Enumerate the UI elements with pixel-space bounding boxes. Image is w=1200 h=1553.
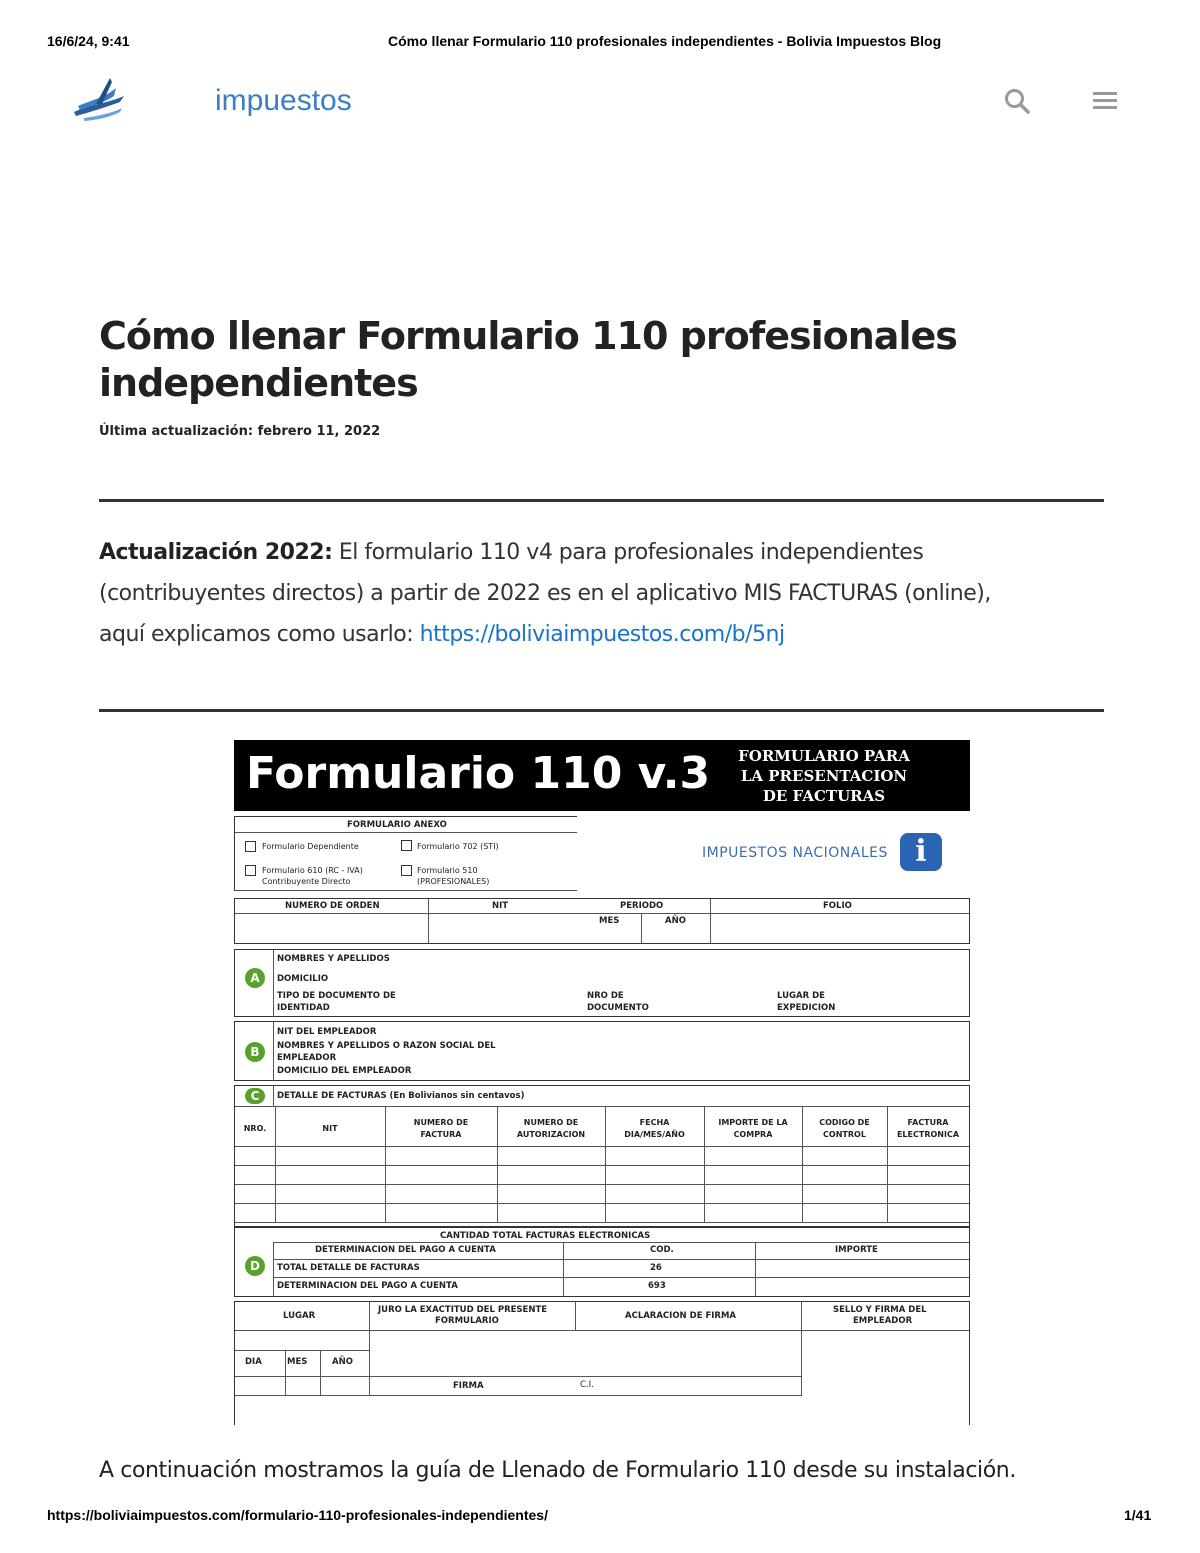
sec-d-div1 bbox=[563, 1242, 564, 1296]
facturas-col-divider bbox=[704, 1106, 705, 1222]
sig-div2 bbox=[801, 1302, 802, 1396]
juro-label: JURO LA EXACTITUD DEL PRESENTE bbox=[378, 1305, 548, 1315]
option-510-sub: (PROFESIONALES) bbox=[417, 877, 490, 886]
col-numero-orden: NUMERO DE ORDEN bbox=[285, 901, 380, 911]
facturas-col-header bbox=[235, 1106, 275, 1146]
pago-cuenta-label: DETERMINACION DEL PAGO A CUENTA bbox=[277, 1281, 458, 1291]
checkbox-510[interactable] bbox=[401, 865, 412, 876]
facturas-col-label-2: COMPRA bbox=[733, 1130, 773, 1139]
col-nit: NIT bbox=[492, 901, 509, 911]
field-razon-social-2: EMPLEADOR bbox=[277, 1053, 337, 1063]
section-b bbox=[234, 1021, 970, 1081]
anio-label: AÑO bbox=[332, 1357, 353, 1367]
facturas-col-divider bbox=[275, 1106, 276, 1222]
facturas-col-divider bbox=[497, 1106, 498, 1222]
mes-label: MES bbox=[287, 1357, 308, 1367]
sec-a-div bbox=[273, 950, 274, 1016]
site-logo[interactable] bbox=[70, 74, 128, 124]
facturas-col-header bbox=[275, 1106, 385, 1146]
sig-div1 bbox=[369, 1302, 370, 1396]
facturas-col-header bbox=[605, 1106, 704, 1146]
facturas-col-label-2: FACTURA bbox=[420, 1130, 462, 1139]
anexo-block bbox=[234, 816, 577, 891]
ci-label: C.I. bbox=[580, 1380, 594, 1390]
checkbox-dependiente[interactable] bbox=[245, 841, 256, 852]
last-updated: Última actualización: febrero 11, 2022 bbox=[99, 424, 381, 439]
facturas-col-label-2: CONTROL bbox=[823, 1130, 866, 1139]
field-nro-doc: NRO DE bbox=[587, 991, 624, 1001]
option-610-sub: Contribuyente Directo bbox=[262, 877, 351, 886]
facturas-col-header bbox=[887, 1106, 969, 1146]
facturas-col-label-2: AUTORIZACION bbox=[516, 1130, 586, 1139]
anexo-title: FORMULARIO ANEXO bbox=[347, 820, 447, 830]
update-note-line1: El formulario 110 v4 para profesionales independientes bbox=[332, 540, 924, 565]
facturas-row-line bbox=[235, 1184, 969, 1185]
facturas-col-header bbox=[497, 1106, 605, 1146]
cod-head: COD. bbox=[650, 1245, 674, 1255]
sec-d-div0 bbox=[273, 1242, 274, 1296]
issuer-logo: i bbox=[900, 833, 942, 871]
facturas-col-label: NUMERO DE bbox=[523, 1118, 579, 1127]
sig-div4 bbox=[285, 1350, 286, 1396]
sec-d-rule3 bbox=[273, 1277, 969, 1278]
form-banner-subtitle-3: DE FACTURAS bbox=[762, 787, 886, 805]
facturas-col-label: CODIGO DE bbox=[819, 1118, 870, 1127]
sig-div5 bbox=[320, 1350, 321, 1396]
facturas-col-header bbox=[802, 1106, 887, 1146]
facturas-col-label-2: DIA/MES/AÑO bbox=[624, 1130, 685, 1139]
sig-rule2 bbox=[235, 1350, 369, 1351]
update-note-line3: aquí explicamos como usarlo: bbox=[99, 622, 420, 647]
facturas-detail-title: DETALLE DE FACTURAS (En Bolivianos sin centavos) bbox=[277, 1091, 525, 1101]
hdr-div3 bbox=[641, 913, 642, 943]
cantidad-total: CANTIDAD TOTAL FACTURAS ELECTRONICAS bbox=[440, 1231, 651, 1241]
form-banner bbox=[234, 740, 970, 811]
checkbox-610[interactable] bbox=[245, 865, 256, 876]
field-tipo-doc-2: IDENTIDAD bbox=[277, 1003, 330, 1013]
firma-label: FIRMA bbox=[453, 1381, 484, 1391]
facturas-row-line bbox=[235, 1222, 969, 1223]
signature-block bbox=[234, 1301, 970, 1425]
site-brand[interactable]: impuestos bbox=[215, 84, 352, 117]
total-detalle-label: TOTAL DETALLE DE FACTURAS bbox=[277, 1263, 420, 1273]
form-banner-subtitle bbox=[734, 746, 914, 806]
sec-d-rule2 bbox=[273, 1259, 969, 1260]
facturas-col-label: FACTURA bbox=[907, 1118, 949, 1127]
form-header-table bbox=[234, 898, 970, 944]
facturas-col-divider bbox=[605, 1106, 606, 1222]
page-title: Cómo llenar Formulario 110 profesionales independientes bbox=[99, 314, 957, 405]
juro-label-2: FORMULARIO bbox=[435, 1316, 499, 1326]
facturas-row-line bbox=[235, 1146, 969, 1147]
divider-bottom bbox=[99, 709, 1104, 712]
facturas-col-divider bbox=[802, 1106, 803, 1222]
print-page-number: 1/41 bbox=[1124, 1507, 1152, 1523]
facturas-col-header bbox=[385, 1106, 497, 1146]
facturas-row-line bbox=[235, 1165, 969, 1166]
facturas-col-divider bbox=[887, 1106, 888, 1222]
sec-c-div bbox=[273, 1086, 274, 1106]
aclaracion-label: ACLARACION DE FIRMA bbox=[625, 1311, 737, 1321]
facturas-col-header bbox=[704, 1106, 802, 1146]
field-domicilio-empleador: DOMICILIO DEL EMPLEADOR bbox=[277, 1066, 412, 1076]
sec-b-div bbox=[273, 1022, 274, 1080]
anexo-rule bbox=[235, 832, 577, 833]
formulario-110-image bbox=[234, 740, 970, 1425]
form-banner-title: Formulario 110 v.3 bbox=[246, 748, 711, 799]
lugar-label: LUGAR bbox=[283, 1311, 316, 1321]
facturas-col-label: NUMERO DE bbox=[413, 1118, 469, 1127]
hdr-div1 bbox=[428, 899, 429, 943]
mis-facturas-guide-link[interactable]: https://boliviaimpuestos.com/b/5nj bbox=[419, 622, 785, 647]
checkbox-702[interactable] bbox=[401, 840, 412, 851]
pago-cuenta-code: 693 bbox=[648, 1281, 666, 1291]
col-anio: AÑO bbox=[665, 916, 686, 926]
field-tipo-doc: TIPO DE DOCUMENTO DE bbox=[277, 991, 396, 1001]
form-banner-subtitle-1: FORMULARIO PARA bbox=[738, 747, 910, 765]
option-510: Formulario 510 bbox=[417, 866, 478, 875]
issuer-name: IMPUESTOS NACIONALES bbox=[702, 845, 888, 861]
facturas-col-label: FECHA bbox=[639, 1118, 670, 1127]
section-c-badge: C bbox=[245, 1088, 265, 1104]
anexo-rule-bottom bbox=[235, 890, 577, 891]
facturas-col-divider bbox=[385, 1106, 386, 1222]
sec-d-div2 bbox=[755, 1242, 756, 1296]
facturas-col-label: NIT bbox=[322, 1124, 338, 1133]
section-c bbox=[234, 1085, 970, 1227]
dia-label: DIA bbox=[245, 1357, 262, 1367]
sig-rule1 bbox=[235, 1330, 369, 1331]
section-a bbox=[234, 949, 970, 1017]
col-folio: FOLIO bbox=[823, 901, 852, 911]
field-domicilio: DOMICILIO bbox=[277, 974, 329, 984]
section-d-badge: D bbox=[245, 1256, 265, 1276]
option-dependiente: Formulario Dependiente bbox=[262, 842, 359, 851]
sec-d-rule1 bbox=[273, 1242, 969, 1243]
total-detalle-code: 26 bbox=[650, 1263, 662, 1273]
form-banner-subtitle-2: LA PRESENTACION bbox=[740, 767, 908, 785]
sello-label: SELLO Y FIRMA DEL bbox=[833, 1305, 927, 1315]
section-a-badge: A bbox=[245, 968, 265, 988]
section-d bbox=[234, 1227, 970, 1297]
section-b-badge: B bbox=[245, 1042, 265, 1062]
update-note bbox=[99, 532, 1109, 655]
facturas-col-label-2: ELECTRONICA bbox=[896, 1130, 960, 1139]
print-page-title: Cómo llenar Formulario 110 profesionales independientes - Bolivia Impuestos Blog bbox=[388, 33, 942, 49]
search-icon[interactable] bbox=[1004, 88, 1030, 118]
importe-head: IMPORTE bbox=[835, 1245, 878, 1255]
sello-label-2: EMPLEADOR bbox=[853, 1316, 913, 1326]
pago-cuenta-head: DETERMINACION DEL PAGO A CUENTA bbox=[315, 1245, 496, 1255]
field-lugar-exp: LUGAR DE bbox=[777, 991, 825, 1001]
field-nro-doc-2: DOCUMENTO bbox=[587, 1003, 649, 1013]
update-note-line2: (contribuyentes directos) a partir de 2022 es en el aplicativo MIS FACTURAS (online), bbox=[99, 581, 991, 606]
field-razon-social: NOMBRES Y APELLIDOS O RAZON SOCIAL DEL bbox=[277, 1041, 496, 1051]
hdr-div2 bbox=[710, 899, 711, 943]
col-mes: MES bbox=[599, 916, 620, 926]
sig-div3 bbox=[575, 1302, 576, 1330]
facturas-col-label: NRO. bbox=[243, 1124, 267, 1133]
continue-paragraph: A continuación mostramos la guía de Llenado de Formulario 110 desde su instalación. bbox=[99, 1458, 1016, 1483]
sig-rule5 bbox=[369, 1330, 969, 1331]
hdr-rule bbox=[235, 913, 969, 914]
print-datetime: 16/6/24, 9:41 bbox=[47, 33, 130, 49]
divider-top bbox=[99, 499, 1104, 502]
logo-icon bbox=[70, 74, 128, 124]
field-nombres: NOMBRES Y APELLIDOS bbox=[277, 954, 390, 964]
hamburger-menu-icon[interactable] bbox=[1093, 90, 1117, 114]
option-702: Formulario 702 (STI) bbox=[417, 842, 499, 851]
print-url: https://boliviaimpuestos.com/formulario-110-profesionales-independientes/ bbox=[47, 1507, 548, 1523]
col-periodo: PERIODO bbox=[620, 901, 664, 911]
facturas-col-label: IMPORTE DE LA bbox=[718, 1118, 788, 1127]
update-note-label: Actualización 2022: bbox=[99, 540, 333, 565]
option-610: Formulario 610 (RC - IVA) bbox=[262, 866, 363, 875]
field-nit-empleador: NIT DEL EMPLEADOR bbox=[277, 1027, 377, 1037]
facturas-row-line bbox=[235, 1203, 969, 1204]
field-lugar-exp-2: EXPEDICION bbox=[777, 1003, 836, 1013]
